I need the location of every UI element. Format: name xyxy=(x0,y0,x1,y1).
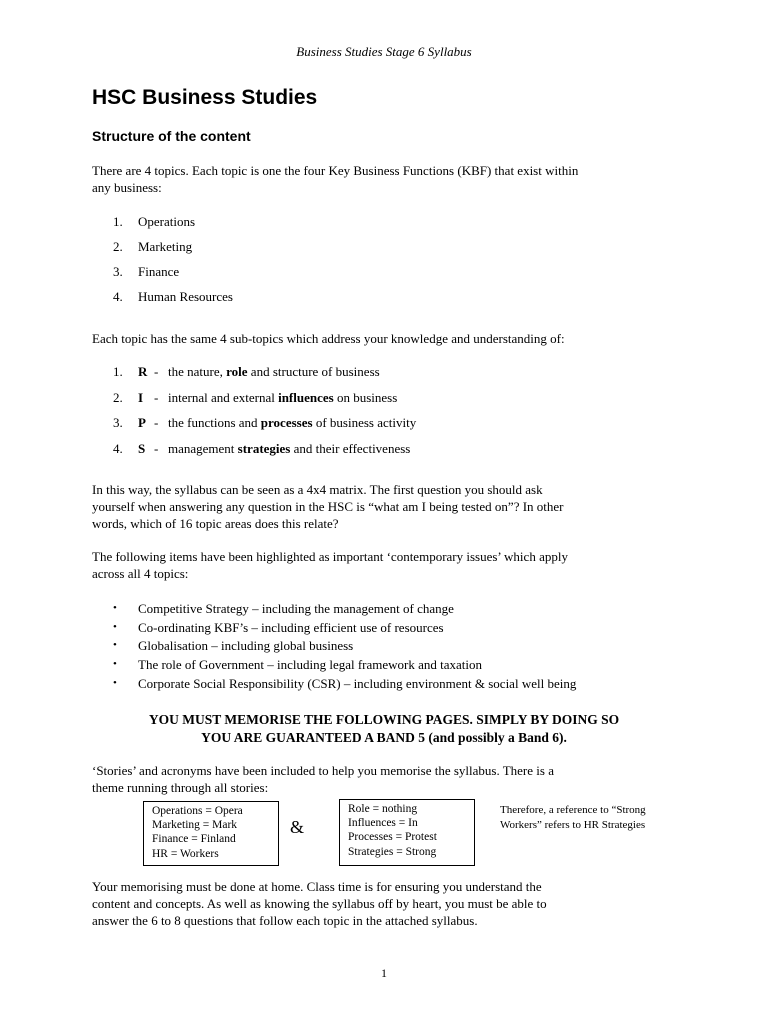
matrix-paragraph xyxy=(92,481,692,532)
memorise-warning xyxy=(92,711,676,747)
text-fragment: internal and external xyxy=(168,389,279,405)
text-fragment: the functions and xyxy=(168,415,261,430)
issue-text: Corporate Social Responsibility (CSR) – including environment & social well being xyxy=(138,675,577,691)
issues-paragraph xyxy=(92,548,692,582)
topic-label: Finance xyxy=(138,264,180,279)
box-line: Operations = Opera xyxy=(152,805,243,817)
issue-text: Globalisation – including global business xyxy=(138,638,354,654)
ampersand: & xyxy=(290,817,305,837)
bullet-icon: • xyxy=(113,620,117,633)
box-line: HR = Workers xyxy=(152,847,219,860)
list-number: 3. xyxy=(113,264,123,279)
list-number: 4. xyxy=(113,440,123,456)
subtopic-stories-box xyxy=(339,799,475,866)
box-line: Role = nothing xyxy=(348,803,418,815)
issues-list xyxy=(113,600,576,693)
issue-text: Co-ordinating KBF’s – including efficient use of resources xyxy=(138,619,444,635)
subtopic-text xyxy=(168,389,397,415)
list-item xyxy=(113,363,416,389)
subtopic-dash: - xyxy=(154,440,159,456)
keyword: role xyxy=(226,364,248,379)
subtopic-text xyxy=(168,414,416,440)
paragraph-line: ‘Stories’ and acronyms have been included to help you memorise the syllabus. There is a xyxy=(92,763,554,778)
topic-label: Marketing xyxy=(138,239,193,254)
list-item xyxy=(113,213,233,238)
paragraph-line: In this way, the syllabus can be seen as a 4x4 matrix. The first question you should ask xyxy=(92,482,543,497)
list-number: 2. xyxy=(113,389,123,405)
subtopics-list xyxy=(113,363,416,465)
intro-paragraph xyxy=(92,162,692,196)
list-number: 1. xyxy=(113,364,123,379)
subtopic-text xyxy=(168,440,410,466)
list-number: 3. xyxy=(113,415,123,430)
subtopics-intro: Each topic has the same 4 sub-topics which address your knowledge and understanding of: xyxy=(92,331,565,346)
warning-line: YOU ARE GUARANTEED A BAND 5 (and possibly a Band 6). xyxy=(201,730,567,745)
keyword: influences xyxy=(278,389,334,405)
text-fragment: the nature, xyxy=(168,364,227,379)
list-item xyxy=(113,600,576,619)
box-line: Finance = Finland xyxy=(152,833,236,846)
kbf-stories-box xyxy=(143,801,279,866)
list-number: 4. xyxy=(113,289,123,304)
box-line: Influences = In xyxy=(348,817,418,830)
subtopic-letter: I xyxy=(138,389,144,405)
closing-paragraph xyxy=(92,878,692,929)
subtopic-letter: R xyxy=(138,364,148,379)
page-number: 1 xyxy=(381,966,387,980)
subtopic-dash: - xyxy=(154,364,159,379)
paragraph-line: across all 4 topics: xyxy=(92,566,189,581)
list-number: 2. xyxy=(113,239,123,254)
intro-line: There are 4 topics. Each topic is one the four Key Business Functions (KBF) that exist within xyxy=(92,163,579,178)
section-heading: Structure of the content xyxy=(92,128,251,144)
page-title: HSC Business Studies xyxy=(92,86,318,109)
list-number: 1. xyxy=(113,214,123,229)
note-line: Therefore, a reference to “Strong xyxy=(500,804,646,816)
list-item xyxy=(113,440,416,466)
list-item xyxy=(113,656,576,675)
list-item xyxy=(113,389,416,415)
bullet-icon: • xyxy=(113,639,117,652)
subtopic-text xyxy=(168,363,380,389)
box-line: Strategies = Strong xyxy=(348,845,437,858)
paragraph-line: answer the 6 to 8 questions that follow each topic in the attached syllabus. xyxy=(92,913,478,928)
bullet-icon: • xyxy=(113,676,117,689)
subtopic-letter: P xyxy=(138,415,146,430)
side-note xyxy=(500,803,690,833)
paragraph-line: The following items have been highlighted as important ‘contemporary issues’ which apply xyxy=(92,549,568,564)
paragraph-line: content and concepts. As well as knowing the syllabus off by heart, you must be able to xyxy=(92,896,547,911)
keyword: processes xyxy=(260,415,313,430)
keyword: strategies xyxy=(237,440,291,456)
list-item xyxy=(113,675,576,694)
box-line: Processes = Protest xyxy=(348,831,437,844)
list-item xyxy=(113,637,576,656)
intro-line: any business: xyxy=(92,180,162,195)
list-item xyxy=(113,414,416,440)
note-line: Workers” refers to HR Strategies xyxy=(500,819,646,831)
paragraph-line: theme running through all stories: xyxy=(92,780,269,795)
paragraph-line: yourself when answering any question in the HSC is “what am I being tested on”? In other xyxy=(92,499,564,514)
list-item xyxy=(113,288,233,313)
text-fragment: on business xyxy=(333,389,398,405)
box-line: Marketing = Mark xyxy=(152,819,238,832)
text-fragment: and structure of business xyxy=(247,364,380,379)
text-fragment: and their effectiveness xyxy=(290,440,411,456)
paragraph-line: Your memorising must be done at home. Class time is for ensuring you understand the xyxy=(92,879,542,894)
list-item xyxy=(113,263,233,288)
list-item xyxy=(113,619,576,638)
text-fragment: management xyxy=(168,440,238,456)
paragraph-line: words, which of 16 topic areas does this relate? xyxy=(92,516,339,531)
list-item xyxy=(113,238,233,263)
bullet-icon: • xyxy=(113,658,117,671)
bullet-icon: • xyxy=(113,602,117,614)
issue-text: Competitive Strategy – including the management of change xyxy=(138,601,454,616)
topic-label: Human Resources xyxy=(138,289,233,304)
subtopic-dash: - xyxy=(154,389,159,405)
issue-text: The role of Government – including legal framework and taxation xyxy=(138,657,483,673)
running-header: Business Studies Stage 6 Syllabus xyxy=(296,44,472,59)
subtopic-letter: S xyxy=(138,440,146,456)
topics-list xyxy=(113,213,233,313)
warning-line: YOU MUST MEMORISE THE FOLLOWING PAGES. SIMPLY BY DOING SO xyxy=(148,712,620,727)
subtopic-dash: - xyxy=(154,415,159,430)
stories-paragraph xyxy=(92,762,692,796)
topic-label: Operations xyxy=(138,214,196,229)
text-fragment: of business activity xyxy=(312,415,417,430)
